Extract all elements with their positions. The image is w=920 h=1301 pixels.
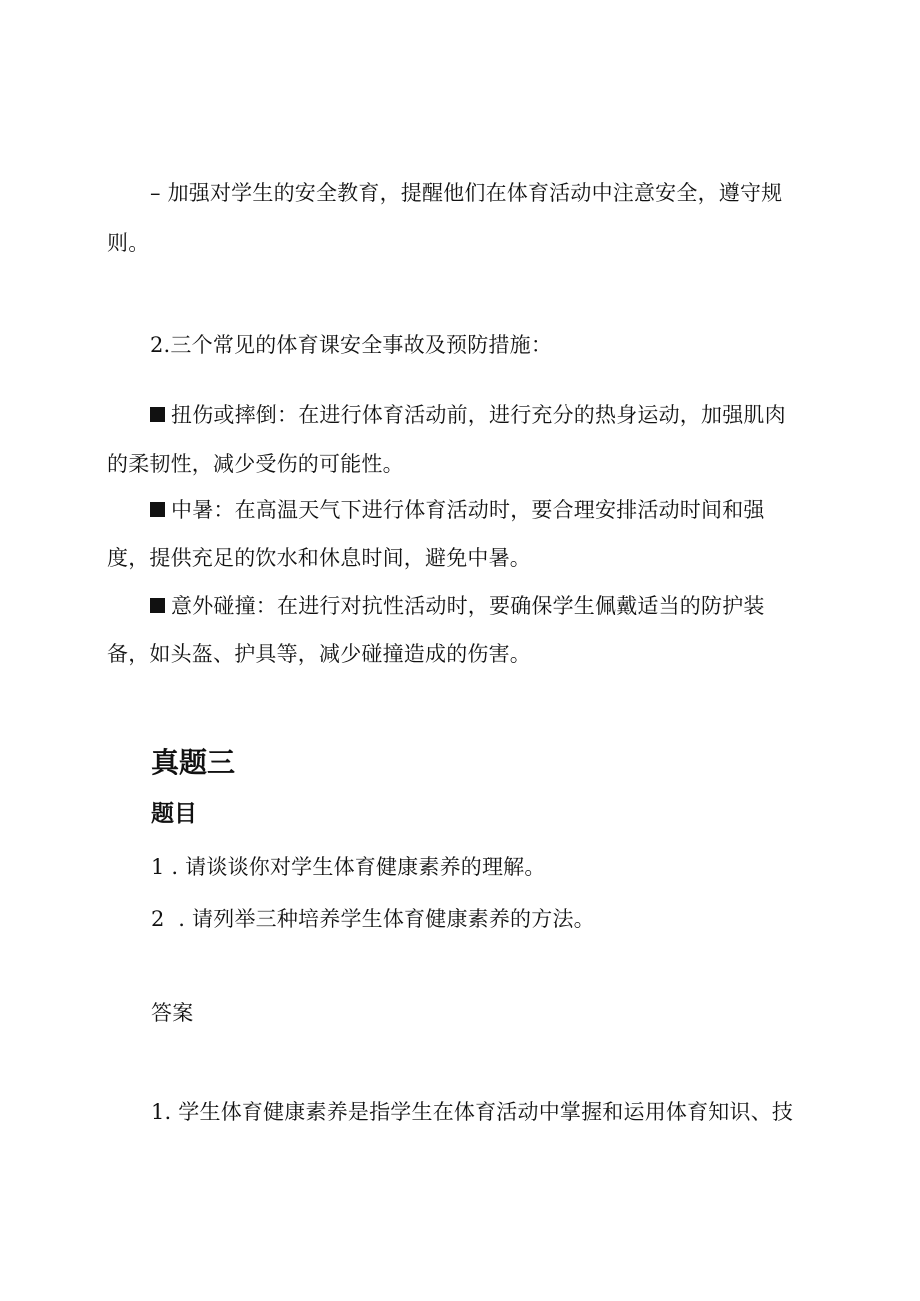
square-bullet-icon: [150, 407, 165, 422]
square-bullet-icon: [150, 598, 165, 613]
square-bullet-icon: [150, 502, 165, 517]
accident-heatstroke-line-1: [150, 496, 765, 524]
question-1: 1 . 请谈谈你对学生体育健康素养的理解。: [151, 855, 546, 879]
accident-sprain-text: 扭伤或摔倒：在进行体育活动前，进行充分的热身运动，加强肌肉: [171, 403, 786, 427]
accident-sprain-line-2: 的柔韧性，减少受伤的可能性。: [107, 452, 404, 476]
safety-education-line-2: 则。: [107, 231, 150, 255]
question-2: 2 . 请列举三种培养学生体育健康素养的方法。: [151, 907, 595, 931]
safety-education-line-1: – 加强对学生的安全教育，提醒他们在体育活动中注意安全，遵守规: [150, 181, 783, 205]
exam-title: 真题三: [151, 746, 236, 779]
question-heading: 题目: [151, 801, 197, 827]
section-2-heading: 2.三个常见的体育课安全事故及预防措施：: [150, 333, 553, 357]
accident-collision-text: 意外碰撞：在进行对抗性活动时，要确保学生佩戴适当的防护装: [171, 594, 765, 618]
answer-heading: 答案: [151, 1001, 194, 1025]
accident-collision-line-2: 备，如头盔、护具等，减少碰撞造成的伤害。: [107, 642, 531, 666]
accident-sprain-line-1: [150, 401, 786, 429]
accident-heatstroke-text: 中暑：在高温天气下进行体育活动时，要合理安排活动时间和强: [171, 498, 765, 522]
accident-heatstroke-line-2: 度，提供充足的饮水和休息时间，避免中暑。: [107, 546, 531, 570]
accident-collision-line-1: [150, 592, 765, 620]
answer-1-line-1: 1. 学生体育健康素养是指学生在体育活动中掌握和运用体育知识、技: [151, 1100, 794, 1124]
